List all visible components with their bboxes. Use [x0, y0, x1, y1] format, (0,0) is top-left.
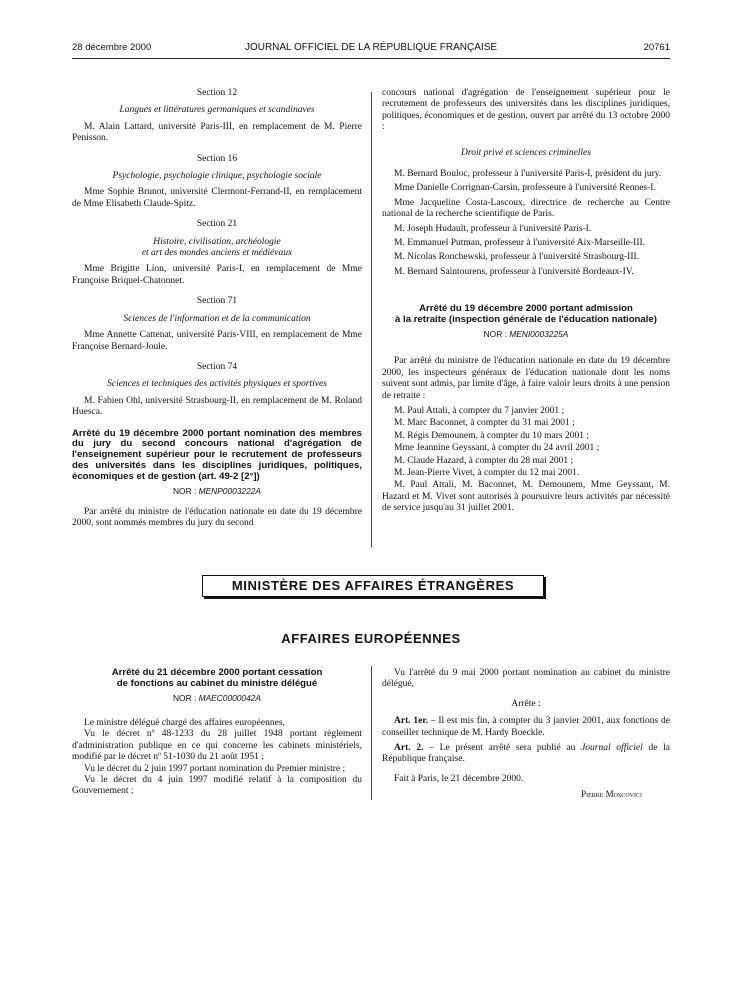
article-2-label: Art. 2.	[394, 743, 424, 754]
ministry-name: MINISTÈRE DES AFFAIRES ÉTRANGÈRES	[231, 578, 515, 593]
list-item: M. Jean-Pierre Vivet, à compter du 12 mai 2001.	[394, 467, 580, 478]
list-item: M. Bernard Bouloc, professeur à l'université Paris-I, président du jury.	[394, 169, 662, 180]
section-text: M. Alain Lattard, université Paris-III, en remplacement de M. Pierre Penisson.	[72, 121, 362, 144]
left-column-bottom	[72, 668, 362, 798]
nor-reference	[382, 329, 670, 340]
nor-reference	[72, 693, 362, 704]
signature: Pierre Moscovici	[581, 789, 642, 800]
section-block	[72, 219, 362, 287]
list-item: Mme Jacqueline Costa-Lascoux, directrice de recherche au Centre national de la recherche scientifique de Paris.	[382, 197, 670, 220]
right-column-bottom	[382, 668, 670, 801]
article-1-label: Art. 1er.	[394, 716, 429, 727]
section-text: M. Fabien Ohl, université Strasbourg-II, en remplacement de M. Roland Huesca.	[72, 395, 362, 418]
article-1	[382, 716, 670, 739]
section-subtitle: Langues et littératures germaniques et scandinaves	[119, 105, 315, 116]
header-date: 28 décembre 2000	[72, 42, 152, 53]
article-2-text-a: – Le présent arrêté sera publié au	[423, 743, 582, 754]
nor-label: NOR :	[173, 485, 197, 496]
section-text: Mme Sophie Brunot, université Clermont-Ferrand-II, en remplacement de Mme Elisabeth Claude-Spitz.	[72, 187, 362, 209]
list-item: M. Emmanuel Putman, professeur à l'université Aix-Marseille-III.	[394, 238, 646, 249]
list-item: M. Joseph Hudault, professeur à l'université Paris-I.	[394, 223, 592, 234]
retraite-closing: M. Paul Attali, M. Baconnet, M. Demounem, Mme Geyssant, M. Hazard et M. Vivet sont autorisés à poursuivre leurs activités par nécessité de service jusqu'au 31 juillet 2001.	[382, 480, 670, 514]
section-subtitle: Sciences de l'information et de la communication	[123, 313, 311, 324]
list-item: M. Nicolas Ronchewski, professeur à l'université Strasbourg-III.	[394, 252, 640, 263]
paragraph: Vu le décret nº 48-1233 du 28 juillet 1948 portant règlement d'administration publique en ce qui concerne les cabinets ministériels, modifié par le décret nº 51-1030 du 21 août 1951 ;	[72, 729, 362, 763]
section-subtitle-line2: et art des mondes anciens et médiévaux	[141, 248, 293, 259]
nor-code: MENP0003222A	[198, 485, 261, 496]
arrete-title-cessation	[72, 668, 362, 690]
header-journal-title: JOURNAL OFFICIEL DE LA RÉPUBLIQUE FRANÇAISE	[244, 42, 498, 53]
column-divider	[371, 92, 372, 547]
article-1-text: – Il est mis fin, à compter du 3 janvier 2001, aux fonctions de conseiller technique de M. Hardy Boeckle.	[382, 716, 670, 738]
list-item: M. Claude Hazard, à compter du 28 mai 2001 ;	[394, 455, 574, 466]
arrete-title-line1: Arrêté du 21 décembre 2000 portant cessation	[111, 667, 323, 678]
article-2-text-b: de la République française.	[382, 743, 670, 765]
header-page-number: 20761	[643, 42, 670, 53]
paragraph: Vu le décret du 2 juin 1997 portant nomination du Premier ministre ;	[84, 763, 346, 774]
nor-code: MAEC0000042A	[198, 692, 261, 703]
journal-name: Journal officiel	[581, 743, 643, 754]
nor-reference	[72, 486, 362, 497]
left-column-top	[72, 88, 362, 530]
paragraph: Le ministre délégué chargé des affaires européennes,	[84, 718, 285, 728]
section-text: Mme Annette Cattenat, université Paris-VIII, en remplacement de Mme Françoise Bernard-Joule.	[72, 330, 362, 352]
header-rule	[72, 58, 670, 59]
arrete-title-line2: à la retraite (inspection générale de l'éducation nationale)	[395, 314, 657, 326]
list-item: M. Paul Attali, à compter du 7 janvier 2001 ;	[394, 405, 565, 416]
section-title: Section 16	[196, 153, 238, 164]
nor-label: NOR :	[173, 692, 197, 703]
fait-a-paris: Fait à Paris, le 21 décembre 2000.	[394, 773, 524, 784]
discipline-subtitle: Droit privé et sciences criminelles	[461, 147, 591, 158]
section-subtitle: Psychologie, psychologie clinique, psychologie sociale	[112, 171, 322, 182]
section-subtitle: Histoire, civilisation, archéologie	[153, 236, 281, 247]
retirees-list	[382, 406, 670, 479]
section-subtitle: Sciences et techniques des activités physiques et sportives	[107, 379, 327, 390]
arrete-title-line2: de fonctions au cabinet du ministre délégué	[116, 677, 318, 689]
arrete-label: Arrête :	[511, 698, 541, 709]
article-2	[382, 743, 670, 766]
section-text: Mme Brigitte Lion, université Paris-I, en remplacement de Mme Françoise Briquel-Chatonnet.	[72, 264, 362, 286]
list-item: M. Bernard Saintourens, professeur à l'université Bordeaux-IV.	[394, 266, 634, 277]
ministry-subheading: AFFAIRES EUROPÉENNES	[281, 631, 461, 646]
section-title: Section 71	[196, 296, 238, 307]
section-block	[72, 362, 362, 419]
arrete-title-retraite	[382, 304, 670, 326]
section-block	[72, 88, 362, 145]
section-title: Section 74	[196, 361, 238, 372]
section-block	[72, 154, 362, 211]
section-title: Section 12	[196, 88, 238, 98]
nor-label: NOR :	[483, 328, 507, 339]
section-block	[72, 296, 362, 353]
list-item: M. Marc Baconnet, à compter du 31 mai 2001 ;	[394, 418, 575, 429]
section-title: Section 21	[196, 219, 238, 230]
vu-arrete: Vu l'arrêté du 9 mai 2000 portant nomination au cabinet du ministre délégué,	[382, 668, 670, 690]
paragraph: Vu le décret du 4 juin 1997 modifié relatif à la composition du Gouvernement ;	[72, 775, 362, 797]
arrete-intro: Par arrêté du ministre de l'éducation nationale en date du 19 décembre 2000, sont nommés membres du jury du second	[72, 506, 362, 529]
retraite-intro: Par arrêté du ministre de l'éducation nationale en date du 19 décembre 2000, les inspecteurs généraux de l'éducation nationale dont les noms suivent sont admis, par limite d'âge, à faire valoir leurs droits à une pension de retraite :	[382, 356, 670, 401]
column-divider-bottom	[371, 666, 372, 800]
list-item: Mme Jeannine Geyssant, à compter du 24 avril 2001 ;	[394, 443, 600, 454]
list-item: Mme Danielle Corrignan-Carsin, professeure à l'université Rennes-I.	[394, 183, 656, 194]
jury-continuation: concours national d'agrégation de l'enseignement supérieur pour le recrutement de professeurs des universités dans les disciplines juridiques, politiques, économiques et de gestion, ouvert par arrêté du 13 octobre 2000 :	[382, 88, 670, 133]
arrete-title-line1: Arrêté du 19 décembre 2000 portant admission	[419, 303, 633, 315]
ministry-heading	[202, 575, 544, 597]
page-header	[72, 42, 670, 56]
nor-code: MENI0003225A	[509, 328, 569, 339]
arrete-title-jury: Arrêté du 19 décembre 2000 portant nomination des membres du jury du second concours national d'agrégation de l'enseignement supérieur pour le recrutement de professeurs des universités dans les disciplines juridiques, politiques, économiques et de gestion (art. 49-2 [2°])	[72, 427, 362, 482]
list-item: M. Régis Demounem, à compter du 10 mars 2001 ;	[394, 430, 589, 441]
jury-members-list	[382, 169, 670, 278]
right-column-top	[382, 88, 670, 515]
